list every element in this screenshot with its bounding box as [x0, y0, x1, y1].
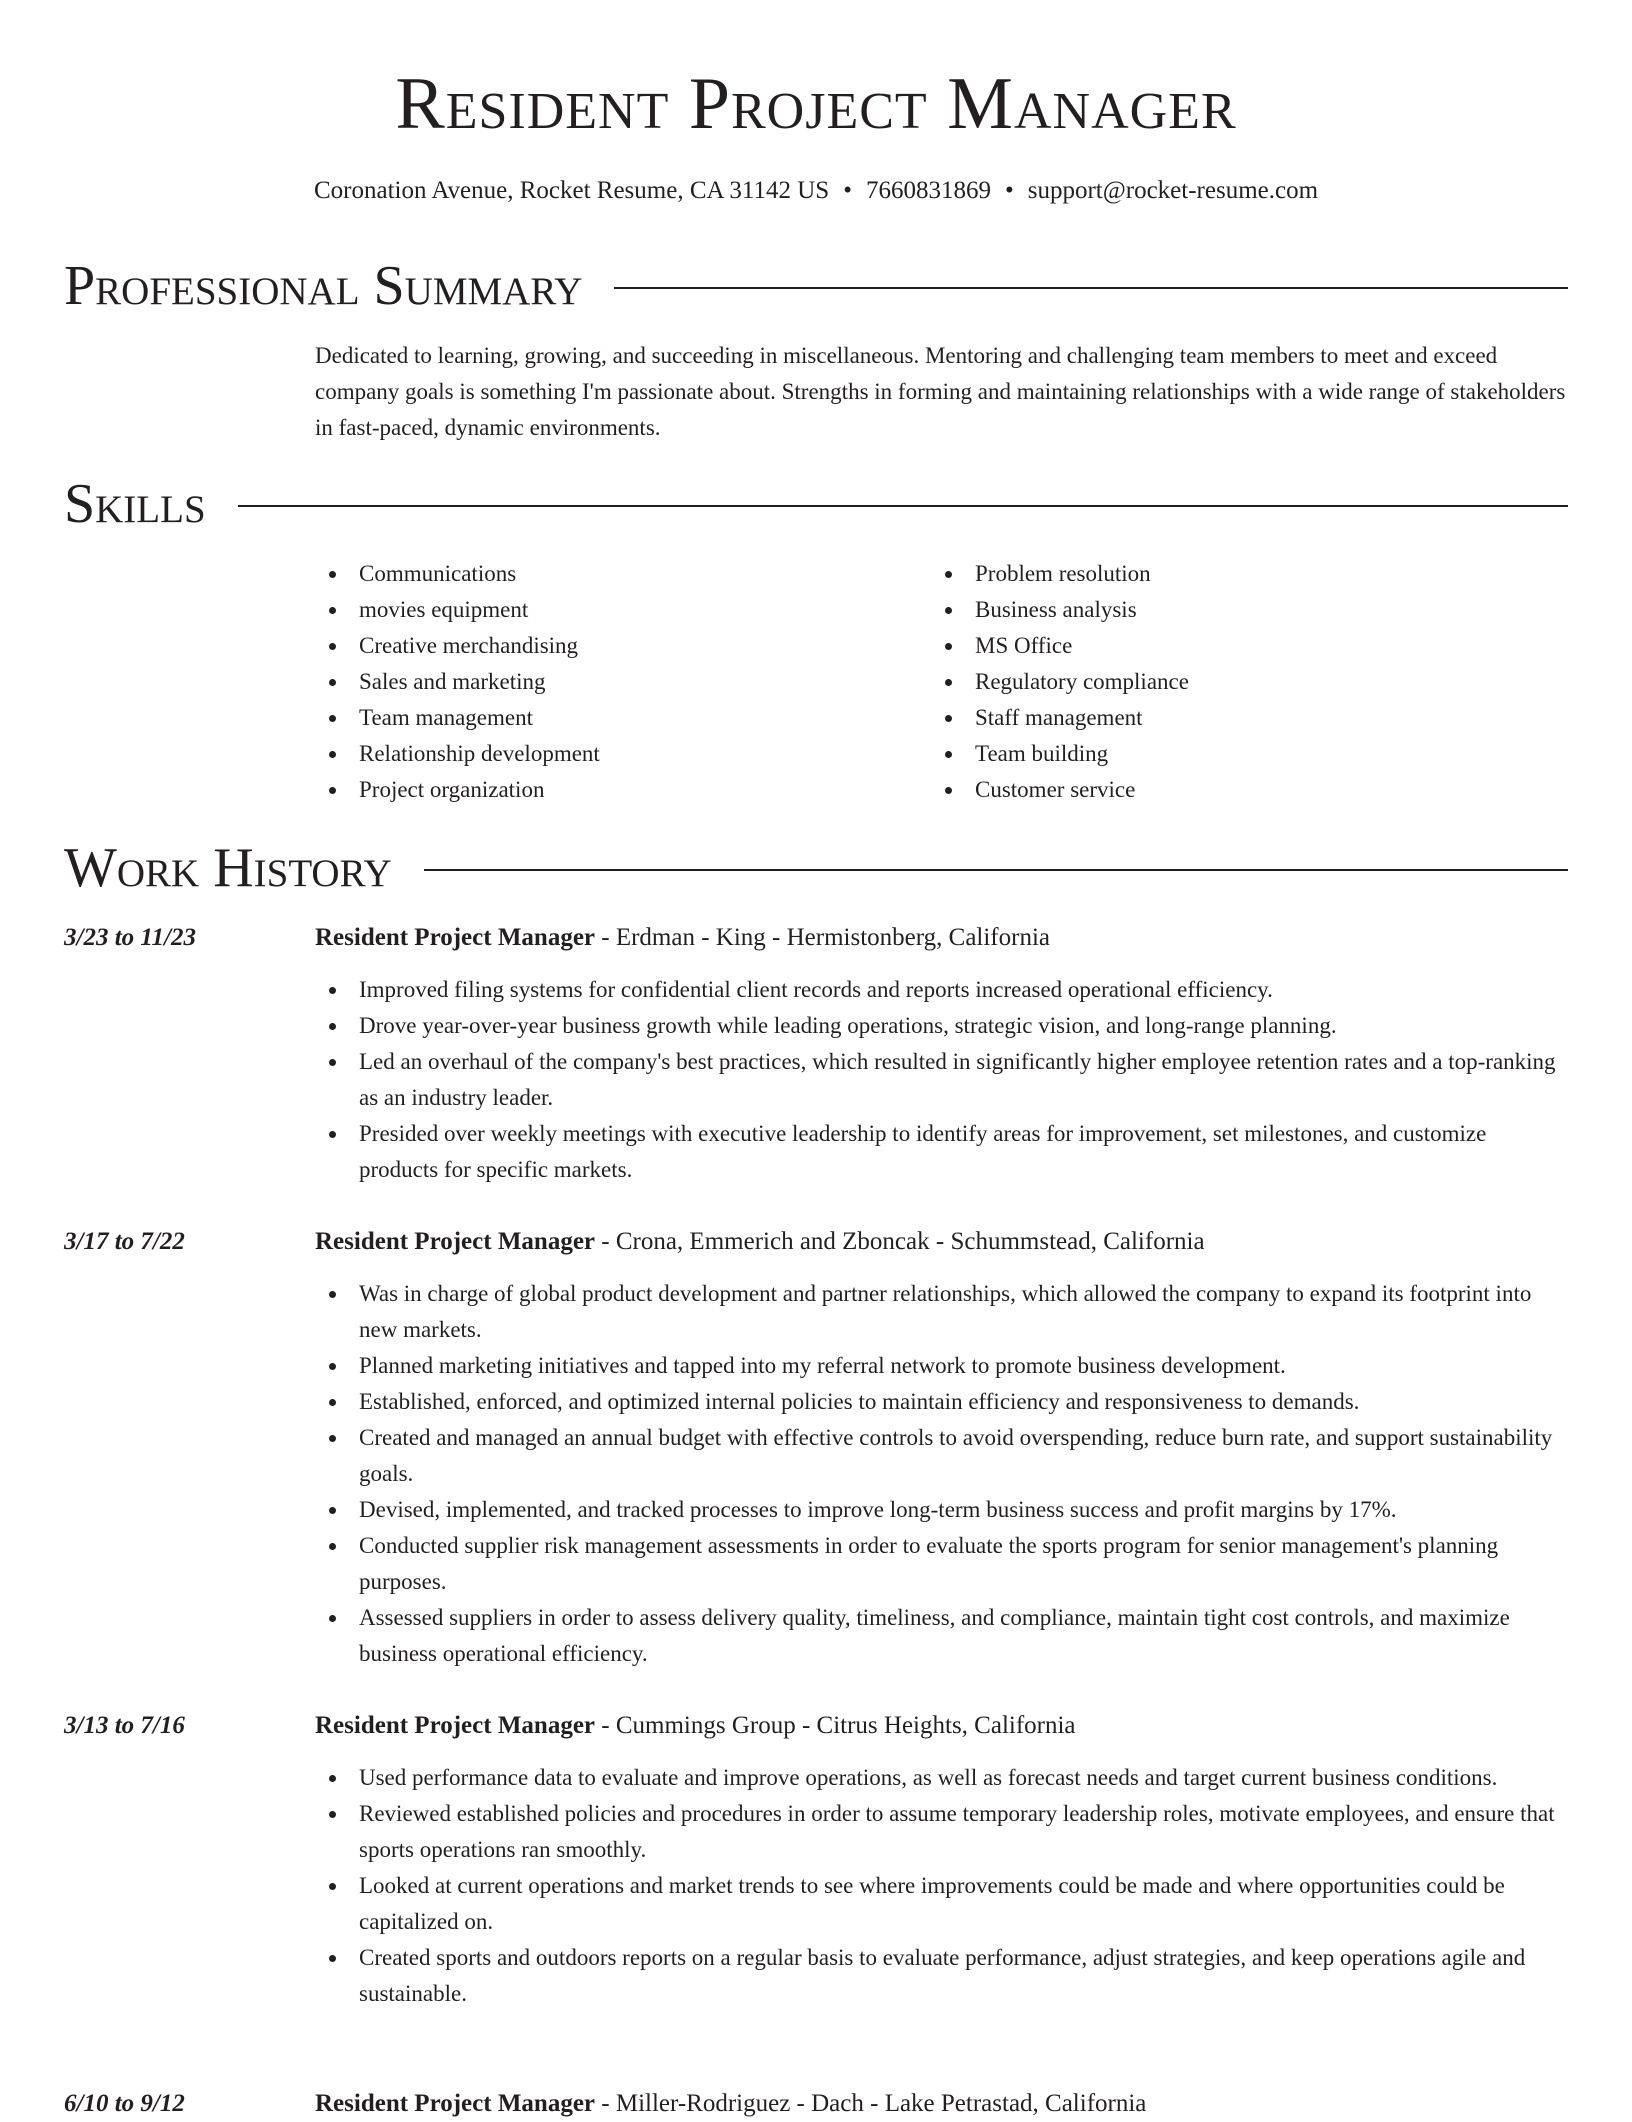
- summary-text: Dedicated to learning, growing, and succeeding in miscellaneous. Mentoring and challenging team members to meet and exceed company goals is something I'm passionate about. Strengths in forming and maintaining relationships with a wide range of stakeholders in fast-paced, dynamic environments.: [315, 343, 1566, 440]
- skill-item: Team building: [931, 736, 1531, 772]
- job-bullet: Established, enforced, and optimized internal policies to maintain efficiency and responsiveness to demands.: [315, 1384, 1568, 1420]
- summary-heading: Professional Summary: [64, 255, 583, 317]
- section-divider: [424, 869, 1568, 871]
- skill-item: Business analysis: [931, 592, 1531, 628]
- resume-name: Resident Project Manager: [395, 63, 1237, 145]
- skills-list-left: [315, 556, 915, 808]
- skill-item: Customer service: [931, 772, 1531, 808]
- job-employer: - Miller-Rodriguez - Dach - Lake Petrastad, California: [595, 2090, 1147, 2117]
- skill-item: Problem resolution: [931, 556, 1531, 592]
- skill-item: Creative merchandising: [315, 628, 915, 664]
- skill-item: Team management: [315, 700, 915, 736]
- job-bullet: Devised, implemented, and tracked processes to improve long-term business success and profit margins by 17%.: [315, 1492, 1568, 1528]
- job-dates: 3/23 to 11/23: [64, 924, 196, 951]
- contact-separator: •: [843, 177, 852, 204]
- job-bullet-list: [315, 972, 1568, 1188]
- job-employer: - Cummings Group - Citrus Heights, California: [595, 1712, 1076, 1739]
- job-title-line: [315, 920, 1568, 956]
- section-divider: [238, 505, 1568, 507]
- job-bullet: Presided over weekly meetings with executive leadership to identify areas for improvement, set milestones, and customize products for specific markets.: [315, 1116, 1568, 1188]
- skill-item: movies equipment: [315, 592, 915, 628]
- contact-line: [0, 174, 1632, 208]
- job-employer: - Crona, Emmerich and Zboncak - Schummstead, California: [595, 1228, 1205, 1255]
- job-bullet: Was in charge of global product development and partner relationships, which allowed the company to expand its footprint into new markets.: [315, 1276, 1568, 1348]
- skill-item: Project organization: [315, 772, 915, 808]
- job-employer: - Erdman - King - Hermistonberg, California: [595, 924, 1050, 951]
- work-section-header: [64, 836, 1568, 900]
- job-dates: 3/13 to 7/16: [64, 1712, 185, 1739]
- contact-phone: 7660831869: [865, 177, 991, 204]
- skill-item: Sales and marketing: [315, 664, 915, 700]
- job-role: Resident Project Manager: [315, 1712, 596, 1739]
- skill-item: Relationship development: [315, 736, 915, 772]
- skill-item: MS Office: [931, 628, 1531, 664]
- job-role: Resident Project Manager: [315, 1228, 596, 1255]
- job-bullet: Created and managed an annual budget with effective controls to avoid overspending, reduce burn rate, and support sustainability goals.: [315, 1420, 1568, 1492]
- work-heading: Work History: [64, 837, 392, 899]
- job-dates: 6/10 to 9/12: [64, 2090, 185, 2117]
- job-title-line: [315, 1708, 1568, 1744]
- job-bullet: Created sports and outdoors reports on a regular basis to evaluate performance, adjust strategies, and keep operations agile and sustainable.: [315, 1940, 1568, 2012]
- job-title-line: [315, 2086, 1568, 2122]
- job-bullet: Reviewed established policies and procedures in order to assume temporary leadership roles, motivate employees, and ensure that sports operations ran smoothly.: [315, 1796, 1568, 1868]
- job-dates: 3/17 to 7/22: [64, 1228, 185, 1255]
- contact-separator: •: [1004, 177, 1014, 204]
- skill-item: Communications: [315, 556, 915, 592]
- job-bullet: Used performance data to evaluate and improve operations, as well as forecast needs and target current business conditions.: [315, 1760, 1568, 1796]
- contact-address: Coronation Avenue, Rocket Resume, CA 31142 US: [313, 177, 830, 204]
- job-bullet: Assessed suppliers in order to assess delivery quality, timeliness, and compliance, maintain tight cost controls, and maximize business operational efficiency.: [315, 1600, 1568, 1672]
- job-role: Resident Project Manager: [315, 2090, 596, 2117]
- summary-section-header: [64, 254, 1568, 318]
- skills-section-header: [64, 472, 1568, 536]
- job-bullet: Led an overhaul of the company's best practices, which resulted in significantly higher employee retention rates and a top-ranking as an industry leader.: [315, 1044, 1568, 1116]
- job-bullet: Conducted supplier risk management assessments in order to evaluate the sports program for senior management's planning purposes.: [315, 1528, 1568, 1600]
- contact-email: support@rocket-resume.com: [1027, 177, 1319, 204]
- job-bullet: Improved filing systems for confidential client records and reports increased operational efficiency.: [315, 972, 1568, 1008]
- job-bullet: Drove year-over-year business growth while leading operations, strategic vision, and long-range planning.: [315, 1008, 1568, 1044]
- skills-list-right: [931, 556, 1531, 808]
- job-title-line: [315, 1224, 1568, 1260]
- skills-heading: Skills: [64, 473, 206, 535]
- job-bullet-list: [315, 1276, 1568, 1672]
- job-bullet: Looked at current operations and market trends to see where improvements could be made and where opportunities could be capitalized on.: [315, 1868, 1568, 1940]
- section-divider: [614, 287, 1568, 289]
- skill-item: Regulatory compliance: [931, 664, 1531, 700]
- skill-item: Staff management: [931, 700, 1531, 736]
- job-role: Resident Project Manager: [315, 924, 596, 951]
- job-bullet: Planned marketing initiatives and tapped into my referral network to promote business development.: [315, 1348, 1568, 1384]
- job-bullet-list: [315, 1760, 1568, 2012]
